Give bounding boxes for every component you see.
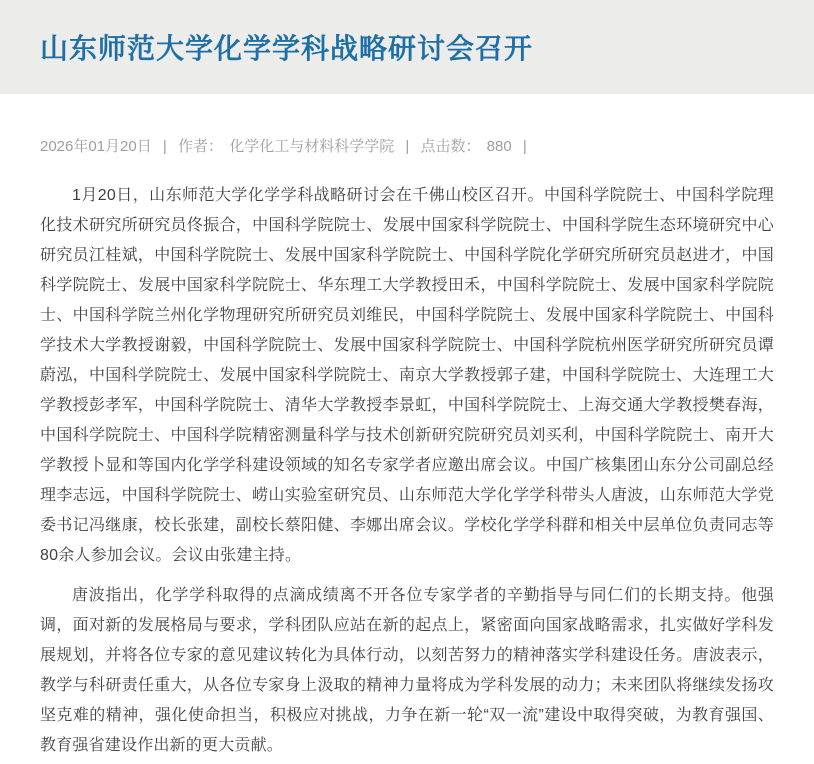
article-title: 山东师范大学化学学科战略研讨会召开 — [40, 33, 534, 64]
meta-separator: | — [162, 138, 167, 155]
meta-author-value: 化学化工与材料科学学院 — [229, 138, 395, 155]
article-header — [0, 0, 814, 94]
meta-date: 2026年01月20日 — [40, 138, 152, 155]
meta-separator: | — [405, 138, 410, 155]
article-paragraph-1: 1月20日，山东师范大学化学学科战略研讨会在千佛山校区召开。中国科学院院士、中国科学院理化技术研究所研究员佟振合，中国科学院院士、发展中国家科学院院士、中国科学院生态环境研究中心研究员江桂斌，中国科学院院士、发展中国家科学院院士、中国科学院化学研究所研究员赵进才，中国科学院院士、发展中国家科学院院士、华东理工大学教授田禾，中国科学院院士、发展中国家科学院院士、中国科学院兰州化学物理研究所研究员刘维民，中国科学院院士、发展中国家科学院院士、中国科学技术大学教授谢毅，中国科学院院士、发展中国家科学院院士、中国科学院杭州医学研究所研究员谭蔚泓，中国科学院院士、发展中国家科学院院士、南京大学教授郭子建，中国科学院院士、大连理工大学教授彭孝军，中国科学院院士、清华大学教授李景虹，中国科学院院士、上海交通大学教授樊春海，中国科学院院士、中国科学院精密测量科学与技术创新研究院研究员刘买利，中国科学院院士、南开大学教授卜显和等国内化学学科建设领域的知名专家学者应邀出席会议。中国广核集团山东分公司副总经理李志远，中国科学院院士、崂山实验室研究员、山东师范大学化学学科带头人唐波，山东师范大学党委书记冯继康，校长张建，副校长蔡阳健、李娜出席会议。学校化学学科群和相关中层单位负责同志等80余人参加会议。会议由张建主持。 — [40, 187, 774, 564]
meta-hits-label: 点击数： — [420, 138, 481, 155]
article-meta — [40, 138, 774, 155]
meta-hits-value: 880 — [486, 138, 512, 155]
article-body — [0, 138, 814, 761]
article-paragraph-2: 唐波指出，化学学科取得的点滴成绩离不开各位专家学者的辛勤指导与同仁们的长期支持。他强调，面对新的发展格局与要求，学科团队应站在新的起点上，紧密面向国家战略需求，扎实做好学科发展规划，并将各位专家的意见建议转化为具体行动，以刻苦努力的精神落实学科建设任务。唐波表示，教学与科研责任重大，从各位专家身上汲取的精神力量将成为学科发展的动力；未来团队将继续发扬攻坚克难的精神，强化使命担当，积极应对挑战，力争在新一轮“双一流”建设中取得突破，为教育强国、教育强省建设作出新的更大贡献。 — [40, 587, 774, 754]
meta-author-label: 作者： — [178, 138, 224, 155]
meta-separator: | — [522, 138, 527, 155]
